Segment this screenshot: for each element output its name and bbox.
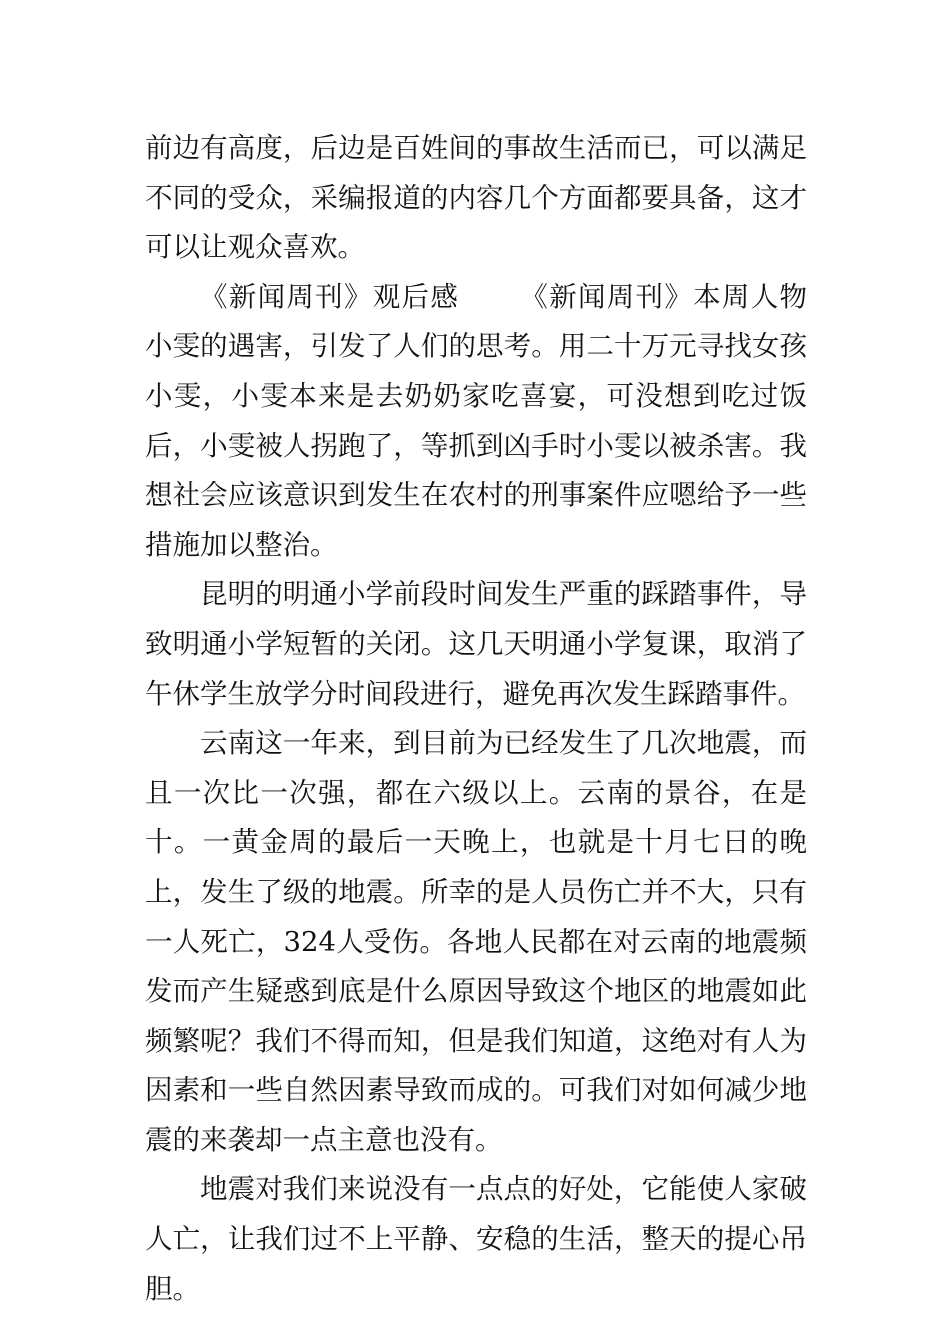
document-body: [145, 124, 807, 1314]
paragraph-1-text: 前边有高度，后边是百姓间的事故生活而已，可以满足不同的受众，采编报道的内容几个方面都要具备，这才可以让观众喜欢。: [145, 132, 807, 264]
paragraph-4-text: 云南这一年来，到目前为已经发生了几次地震，而且一次比一次强，都在六级以上。云南的景谷，在是十。一黄金周的最后一天晚上，也就是十月七日的晚上，发生了级的地震。所幸的是人员伤亡并不大，只有一人死亡，324人受伤。各地人民都在对云南的地震频发而产生疑惑到底是什么原因导致这个地区的地震如此频繁呢？我们不得而知，但是我们知道，这绝对有人为因素和一些自然因素导致而成的。可我们对如何减少地震的来袭却一点主意也没有。: [145, 727, 807, 1156]
paragraph-3: [145, 570, 807, 719]
paragraph-1: [145, 124, 807, 273]
article-title: 《新闻周刊》观后感: [200, 280, 460, 313]
paragraph-2: [145, 273, 807, 571]
paragraph-5-text: 地震对我们来说没有一点点的好处，它能使人家破人亡，让我们过不上平静、安稳的生活，整天的提心吊胆。: [145, 1173, 807, 1305]
paragraph-5: [145, 1165, 807, 1314]
paragraph-2-text: 《新闻周刊》本周人物小雯的遇害，引发了人们的思考。用二十万元寻找女孩小雯，小雯本来是去奶奶家吃喜宴，可没想到吃过饭后，小雯被人拐跑了，等抓到凶手时小雯以被杀害。我想社会应该意识到发生在农村的刑事案件应嗯给予一些措施加以整治。: [145, 280, 808, 561]
paragraph-3-text: 昆明的明通小学前段时间发生严重的踩踏事件，导致明通小学短暂的关闭。这几天明通小学复课，取消了午休学生放学分时间段进行，避免再次发生踩踏事件。: [145, 578, 807, 710]
paragraph-4: [145, 719, 807, 1165]
